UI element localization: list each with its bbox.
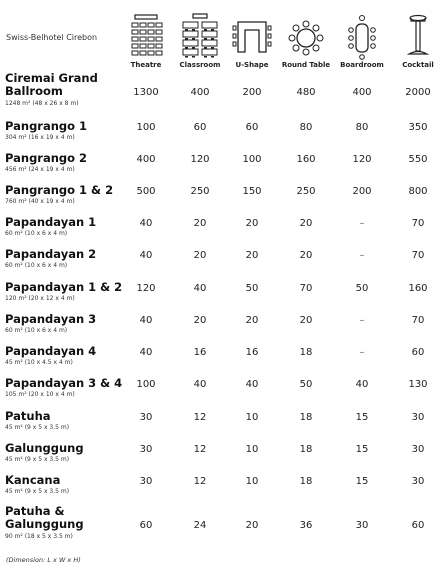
room-dimensions: 760 m² (40 x 19 x 4 m) <box>5 198 75 205</box>
room-dimensions: 456 m² (24 x 19 x 4 m) <box>5 166 75 173</box>
room-dimensions: 120 m² (20 x 12 x 4 m) <box>5 295 75 302</box>
room-name: Papandayan 3 & 4 <box>5 376 123 390</box>
capacity-cell: 1300 <box>133 87 159 98</box>
classroom-layout-icon <box>180 12 220 60</box>
boardroom-layout-icon <box>342 12 382 60</box>
capacity-cell: 10 <box>245 412 259 423</box>
room-dimensions: 45 m² (9 x 5 x 3.5 m) <box>5 488 70 495</box>
capacity-cell: 12 <box>193 476 207 487</box>
capacity-cell: 60 <box>245 122 259 133</box>
capacity-cell: 80 <box>355 122 369 133</box>
capacity-cell: 130 <box>408 379 428 390</box>
capacity-cell: 18 <box>299 476 313 487</box>
capacity-cell: 200 <box>242 87 262 98</box>
capacity-cell: 50 <box>299 379 313 390</box>
capacity-cell: 50 <box>245 283 259 294</box>
capacity-cell: 40 <box>139 250 153 261</box>
room-dimensions: 60 m² (10 x 6 x 4 m) <box>5 327 68 334</box>
capacity-cell: 70 <box>411 218 425 229</box>
capacity-cell: 20 <box>245 250 259 261</box>
room-name: Ciremai Grand Ballroom <box>5 71 98 98</box>
capacity-cell: 20 <box>245 218 259 229</box>
capacity-cell: 30 <box>411 476 425 487</box>
capacity-cell: 100 <box>242 154 262 165</box>
cocktail-layout-icon <box>398 12 438 60</box>
capacity-cell: 60 <box>139 520 153 531</box>
capacity-cell: 40 <box>193 283 207 294</box>
capacity-cell: – <box>359 250 365 261</box>
capacity-cell: 30 <box>411 444 425 455</box>
col-header-u-shape: U-Shape <box>235 61 269 69</box>
room-name: Pangrango 1 <box>5 119 88 133</box>
capacity-cell: 250 <box>190 186 210 197</box>
capacity-cell: 60 <box>411 520 425 531</box>
capacity-cell: 500 <box>136 186 156 197</box>
room-name: Papandayan 3 <box>5 312 97 326</box>
hotel-name: Swiss-Belhotel Cirebon <box>6 33 98 42</box>
capacity-cell: 200 <box>352 186 372 197</box>
room-name: Papandayan 1 <box>5 215 97 229</box>
round-table-layout-icon <box>286 12 326 60</box>
capacity-cell: 40 <box>193 379 207 390</box>
dimension-note: (Dimension: L x W x H) <box>6 556 81 564</box>
room-name: Papandayan 4 <box>5 344 97 358</box>
capacity-cell: 20 <box>245 315 259 326</box>
capacity-cell: 18 <box>299 444 313 455</box>
capacity-cell: 40 <box>355 379 369 390</box>
capacity-cell: 20 <box>193 315 207 326</box>
room-dimensions: 45 m² (10 x 4.5 x 4 m) <box>5 359 73 366</box>
capacity-cell: 20 <box>299 250 313 261</box>
room-name: Papandayan 1 & 2 <box>5 280 123 294</box>
capacity-cell: – <box>359 218 365 229</box>
theatre-layout-icon <box>126 12 166 60</box>
capacity-cell: 24 <box>193 520 207 531</box>
capacity-cell: 18 <box>299 347 313 358</box>
room-name: Kancana <box>5 473 61 487</box>
capacity-cell: 10 <box>245 444 259 455</box>
capacity-cell: 30 <box>139 444 153 455</box>
capacity-cell: 350 <box>408 122 428 133</box>
capacity-cell: 40 <box>139 315 153 326</box>
capacity-cell: 36 <box>299 520 313 531</box>
capacity-cell: 80 <box>299 122 313 133</box>
room-dimensions: 45 m² (9 x 5 x 3.5 m) <box>5 424 70 431</box>
room-dimensions: 60 m² (10 x 6 x 4 m) <box>5 230 68 237</box>
capacity-cell: 120 <box>352 154 372 165</box>
capacity-cell: 40 <box>245 379 259 390</box>
capacity-cell: 40 <box>139 347 153 358</box>
capacity-cell: 15 <box>355 444 369 455</box>
col-header-boardroom: Boardroom <box>340 61 384 69</box>
capacity-cell: 100 <box>136 379 156 390</box>
capacity-cell: 20 <box>193 250 207 261</box>
capacity-cell: 400 <box>190 87 210 98</box>
capacity-cell: 480 <box>296 87 316 98</box>
capacity-cell: 400 <box>136 154 156 165</box>
capacity-cell: 70 <box>411 250 425 261</box>
capacity-cell: 30 <box>411 412 425 423</box>
capacity-cell: 20 <box>299 218 313 229</box>
capacity-cell: 12 <box>193 412 207 423</box>
capacity-cell: 160 <box>408 283 428 294</box>
room-dimensions: 1248 m² (48 x 26 x 8 m) <box>5 100 79 107</box>
capacity-cell: – <box>359 315 365 326</box>
capacity-cell: 12 <box>193 444 207 455</box>
capacity-cell: 150 <box>242 186 262 197</box>
capacity-cell: 120 <box>190 154 210 165</box>
capacity-cell: 70 <box>411 315 425 326</box>
room-dimensions: 90 m² (18 x 5 x 3.5 m) <box>5 533 73 540</box>
room-dimensions: 60 m² (10 x 6 x 4 m) <box>5 262 68 269</box>
col-header-classroom: Classroom <box>179 61 221 69</box>
capacity-cell: 40 <box>139 218 153 229</box>
capacity-cell: 30 <box>139 476 153 487</box>
capacity-cell: 50 <box>355 283 369 294</box>
capacity-cell: 400 <box>352 87 372 98</box>
capacity-cell: 15 <box>355 476 369 487</box>
capacity-cell: 100 <box>136 122 156 133</box>
capacity-cell: 30 <box>355 520 369 531</box>
capacity-cell: 2000 <box>405 87 431 98</box>
room-name: Pangrango 1 & 2 <box>5 183 114 197</box>
room-name: Pangrango 2 <box>5 151 88 165</box>
room-dimensions: 45 m² (9 x 5 x 3.5 m) <box>5 456 70 463</box>
room-name: Patuha <box>5 409 51 423</box>
capacity-cell: 120 <box>136 283 156 294</box>
room-name: Patuha & Galunggung <box>5 504 84 531</box>
room-dimensions: 105 m² (20 x 10 x 4 m) <box>5 391 75 398</box>
capacity-cell: 18 <box>299 412 313 423</box>
capacity-cell: 800 <box>408 186 428 197</box>
col-header-cocktail: Cocktail <box>402 61 434 69</box>
capacity-cell: 10 <box>245 476 259 487</box>
capacity-cell: 16 <box>245 347 259 358</box>
capacity-cell: 15 <box>355 412 369 423</box>
room-dimensions: 304 m² (16 x 19 x 4 m) <box>5 134 75 141</box>
capacity-cell: 70 <box>299 283 313 294</box>
u-shape-layout-icon <box>232 12 272 60</box>
capacity-cell: 20 <box>245 520 259 531</box>
capacity-cell: 16 <box>193 347 207 358</box>
capacity-cell: 20 <box>193 218 207 229</box>
capacity-cell: 550 <box>408 154 428 165</box>
capacity-cell: – <box>359 347 365 358</box>
capacity-cell: 160 <box>296 154 316 165</box>
capacity-cell: 60 <box>411 347 425 358</box>
capacity-cell: 60 <box>193 122 207 133</box>
capacity-cell: 30 <box>139 412 153 423</box>
room-name: Galunggung <box>5 441 84 455</box>
capacity-cell: 250 <box>296 186 316 197</box>
col-header-theatre: Theatre <box>130 61 162 69</box>
col-header-round-table: Round Table <box>281 61 331 69</box>
capacity-cell: 20 <box>299 315 313 326</box>
room-name: Papandayan 2 <box>5 247 97 261</box>
